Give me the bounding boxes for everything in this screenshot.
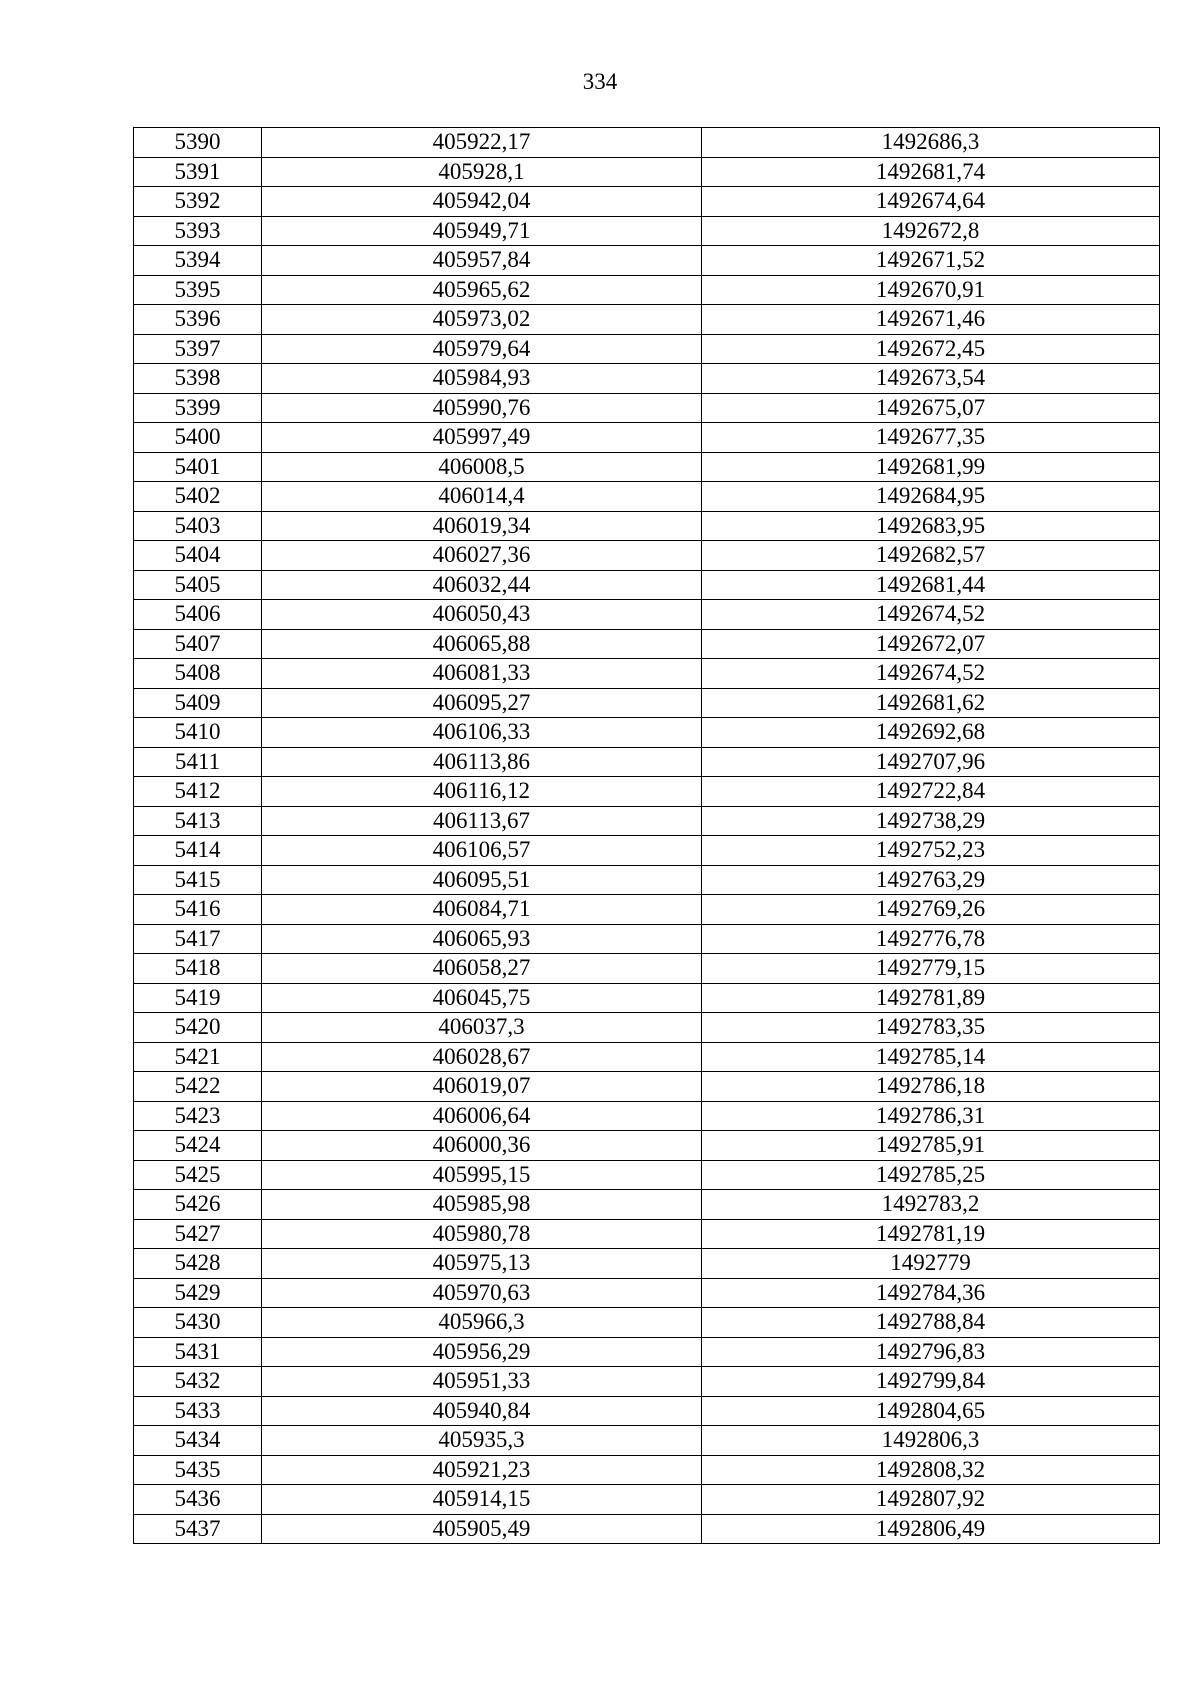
table-row — [134, 1337, 1160, 1367]
point-number-cell: 5402 — [134, 482, 262, 512]
x-coordinate-cell: 406113,86 — [262, 747, 702, 777]
point-number-cell: 5401 — [134, 452, 262, 482]
table-row — [134, 541, 1160, 571]
y-coordinate-cell: 1492785,91 — [702, 1131, 1160, 1161]
y-coordinate-cell: 1492681,62 — [702, 688, 1160, 718]
point-number-cell: 5400 — [134, 423, 262, 453]
point-number-cell: 5404 — [134, 541, 262, 571]
point-number-cell: 5432 — [134, 1367, 262, 1397]
y-coordinate-cell: 1492788,84 — [702, 1308, 1160, 1338]
x-coordinate-cell: 406065,93 — [262, 924, 702, 954]
table-row — [134, 1308, 1160, 1338]
coordinates-table-body — [134, 128, 1160, 1544]
point-number-cell: 5391 — [134, 157, 262, 187]
point-number-cell: 5407 — [134, 629, 262, 659]
y-coordinate-cell: 1492785,14 — [702, 1042, 1160, 1072]
y-coordinate-cell: 1492785,25 — [702, 1160, 1160, 1190]
y-coordinate-cell: 1492677,35 — [702, 423, 1160, 453]
table-row — [134, 1396, 1160, 1426]
point-number-cell: 5415 — [134, 865, 262, 895]
table-row — [134, 1072, 1160, 1102]
table-row — [134, 718, 1160, 748]
point-number-cell: 5431 — [134, 1337, 262, 1367]
table-row — [134, 895, 1160, 925]
point-number-cell: 5420 — [134, 1013, 262, 1043]
x-coordinate-cell: 405940,84 — [262, 1396, 702, 1426]
x-coordinate-cell: 406019,07 — [262, 1072, 702, 1102]
y-coordinate-cell: 1492806,49 — [702, 1514, 1160, 1544]
point-number-cell: 5435 — [134, 1455, 262, 1485]
y-coordinate-cell: 1492738,29 — [702, 806, 1160, 836]
x-coordinate-cell: 405956,29 — [262, 1337, 702, 1367]
x-coordinate-cell: 405921,23 — [262, 1455, 702, 1485]
y-coordinate-cell: 1492674,52 — [702, 659, 1160, 689]
x-coordinate-cell: 406006,64 — [262, 1101, 702, 1131]
table-row — [134, 1013, 1160, 1043]
y-coordinate-cell: 1492808,32 — [702, 1455, 1160, 1485]
y-coordinate-cell: 1492783,2 — [702, 1190, 1160, 1220]
point-number-cell: 5412 — [134, 777, 262, 807]
table-row — [134, 865, 1160, 895]
y-coordinate-cell: 1492673,54 — [702, 364, 1160, 394]
point-number-cell: 5393 — [134, 216, 262, 246]
y-coordinate-cell: 1492682,57 — [702, 541, 1160, 571]
x-coordinate-cell: 405965,62 — [262, 275, 702, 305]
x-coordinate-cell: 405922,17 — [262, 128, 702, 158]
point-number-cell: 5430 — [134, 1308, 262, 1338]
point-number-cell: 5403 — [134, 511, 262, 541]
y-coordinate-cell: 1492683,95 — [702, 511, 1160, 541]
point-number-cell: 5408 — [134, 659, 262, 689]
point-number-cell: 5429 — [134, 1278, 262, 1308]
x-coordinate-cell: 405975,13 — [262, 1249, 702, 1279]
table-row — [134, 305, 1160, 335]
point-number-cell: 5395 — [134, 275, 262, 305]
point-number-cell: 5437 — [134, 1514, 262, 1544]
y-coordinate-cell: 1492692,68 — [702, 718, 1160, 748]
table-row — [134, 393, 1160, 423]
y-coordinate-cell: 1492807,92 — [702, 1485, 1160, 1515]
x-coordinate-cell: 405970,63 — [262, 1278, 702, 1308]
table-row — [134, 1249, 1160, 1279]
point-number-cell: 5397 — [134, 334, 262, 364]
y-coordinate-cell: 1492681,99 — [702, 452, 1160, 482]
table-row — [134, 806, 1160, 836]
y-coordinate-cell: 1492763,29 — [702, 865, 1160, 895]
x-coordinate-cell: 405966,3 — [262, 1308, 702, 1338]
y-coordinate-cell: 1492786,18 — [702, 1072, 1160, 1102]
y-coordinate-cell: 1492769,26 — [702, 895, 1160, 925]
x-coordinate-cell: 405979,64 — [262, 334, 702, 364]
y-coordinate-cell: 1492784,36 — [702, 1278, 1160, 1308]
table-row — [134, 1278, 1160, 1308]
x-coordinate-cell: 406027,36 — [262, 541, 702, 571]
point-number-cell: 5394 — [134, 246, 262, 276]
point-number-cell: 5396 — [134, 305, 262, 335]
point-number-cell: 5434 — [134, 1426, 262, 1456]
x-coordinate-cell: 406095,51 — [262, 865, 702, 895]
x-coordinate-cell: 406032,44 — [262, 570, 702, 600]
x-coordinate-cell: 405984,93 — [262, 364, 702, 394]
y-coordinate-cell: 1492684,95 — [702, 482, 1160, 512]
x-coordinate-cell: 406037,3 — [262, 1013, 702, 1043]
y-coordinate-cell: 1492670,91 — [702, 275, 1160, 305]
table-row — [134, 836, 1160, 866]
table-row — [134, 216, 1160, 246]
table-row — [134, 659, 1160, 689]
point-number-cell: 5410 — [134, 718, 262, 748]
x-coordinate-cell: 406000,36 — [262, 1131, 702, 1161]
table-row — [134, 1485, 1160, 1515]
table-row — [134, 1514, 1160, 1544]
y-coordinate-cell: 1492796,83 — [702, 1337, 1160, 1367]
y-coordinate-cell: 1492671,46 — [702, 305, 1160, 335]
point-number-cell: 5419 — [134, 983, 262, 1013]
y-coordinate-cell: 1492675,07 — [702, 393, 1160, 423]
y-coordinate-cell: 1492776,78 — [702, 924, 1160, 954]
page-number: 334 — [582, 69, 618, 94]
point-number-cell: 5424 — [134, 1131, 262, 1161]
point-number-cell: 5425 — [134, 1160, 262, 1190]
y-coordinate-cell: 1492752,23 — [702, 836, 1160, 866]
x-coordinate-cell: 405951,33 — [262, 1367, 702, 1397]
table-row — [134, 187, 1160, 217]
x-coordinate-cell: 406050,43 — [262, 600, 702, 630]
y-coordinate-cell: 1492671,52 — [702, 246, 1160, 276]
y-coordinate-cell: 1492672,8 — [702, 216, 1160, 246]
x-coordinate-cell: 405995,15 — [262, 1160, 702, 1190]
x-coordinate-cell: 405990,76 — [262, 393, 702, 423]
table-row — [134, 1131, 1160, 1161]
table-row — [134, 1426, 1160, 1456]
point-number-cell: 5406 — [134, 600, 262, 630]
x-coordinate-cell: 405973,02 — [262, 305, 702, 335]
point-number-cell: 5398 — [134, 364, 262, 394]
x-coordinate-cell: 405985,98 — [262, 1190, 702, 1220]
point-number-cell: 5390 — [134, 128, 262, 158]
x-coordinate-cell: 406014,4 — [262, 482, 702, 512]
point-number-cell: 5409 — [134, 688, 262, 718]
y-coordinate-cell: 1492681,44 — [702, 570, 1160, 600]
x-coordinate-cell: 406081,33 — [262, 659, 702, 689]
x-coordinate-cell: 406113,67 — [262, 806, 702, 836]
point-number-cell: 5413 — [134, 806, 262, 836]
coordinates-table — [133, 127, 1160, 1544]
y-coordinate-cell: 1492804,65 — [702, 1396, 1160, 1426]
table-row — [134, 128, 1160, 158]
x-coordinate-cell: 406095,27 — [262, 688, 702, 718]
point-number-cell: 5423 — [134, 1101, 262, 1131]
table-row — [134, 246, 1160, 276]
point-number-cell: 5399 — [134, 393, 262, 423]
table-row — [134, 511, 1160, 541]
x-coordinate-cell: 405914,15 — [262, 1485, 702, 1515]
x-coordinate-cell: 406065,88 — [262, 629, 702, 659]
point-number-cell: 5418 — [134, 954, 262, 984]
point-number-cell: 5436 — [134, 1485, 262, 1515]
x-coordinate-cell: 406116,12 — [262, 777, 702, 807]
table-row — [134, 600, 1160, 630]
x-coordinate-cell: 406008,5 — [262, 452, 702, 482]
table-row — [134, 1190, 1160, 1220]
table-row — [134, 482, 1160, 512]
y-coordinate-cell: 1492722,84 — [702, 777, 1160, 807]
table-row — [134, 157, 1160, 187]
point-number-cell: 5417 — [134, 924, 262, 954]
table-row — [134, 777, 1160, 807]
table-row — [134, 423, 1160, 453]
y-coordinate-cell: 1492674,52 — [702, 600, 1160, 630]
x-coordinate-cell: 405935,3 — [262, 1426, 702, 1456]
y-coordinate-cell: 1492806,3 — [702, 1426, 1160, 1456]
table-row — [134, 1219, 1160, 1249]
point-number-cell: 5405 — [134, 570, 262, 600]
x-coordinate-cell: 405997,49 — [262, 423, 702, 453]
x-coordinate-cell: 405942,04 — [262, 187, 702, 217]
point-number-cell: 5433 — [134, 1396, 262, 1426]
x-coordinate-cell: 405905,49 — [262, 1514, 702, 1544]
y-coordinate-cell: 1492672,07 — [702, 629, 1160, 659]
y-coordinate-cell: 1492707,96 — [702, 747, 1160, 777]
table-row — [134, 1101, 1160, 1131]
x-coordinate-cell: 406058,27 — [262, 954, 702, 984]
table-row — [134, 1455, 1160, 1485]
y-coordinate-cell: 1492781,19 — [702, 1219, 1160, 1249]
table-row — [134, 983, 1160, 1013]
x-coordinate-cell: 406019,34 — [262, 511, 702, 541]
y-coordinate-cell: 1492779 — [702, 1249, 1160, 1279]
table-row — [134, 334, 1160, 364]
x-coordinate-cell: 405957,84 — [262, 246, 702, 276]
point-number-cell: 5426 — [134, 1190, 262, 1220]
y-coordinate-cell: 1492672,45 — [702, 334, 1160, 364]
table-row — [134, 570, 1160, 600]
x-coordinate-cell: 406084,71 — [262, 895, 702, 925]
table-row — [134, 1042, 1160, 1072]
point-number-cell: 5428 — [134, 1249, 262, 1279]
x-coordinate-cell: 406045,75 — [262, 983, 702, 1013]
point-number-cell: 5414 — [134, 836, 262, 866]
x-coordinate-cell: 406028,67 — [262, 1042, 702, 1072]
table-row — [134, 452, 1160, 482]
table-row — [134, 924, 1160, 954]
y-coordinate-cell: 1492781,89 — [702, 983, 1160, 1013]
table-row — [134, 747, 1160, 777]
table-row — [134, 1160, 1160, 1190]
y-coordinate-cell: 1492686,3 — [702, 128, 1160, 158]
point-number-cell: 5427 — [134, 1219, 262, 1249]
table-row — [134, 364, 1160, 394]
table-row — [134, 1367, 1160, 1397]
x-coordinate-cell: 405980,78 — [262, 1219, 702, 1249]
y-coordinate-cell: 1492786,31 — [702, 1101, 1160, 1131]
point-number-cell: 5392 — [134, 187, 262, 217]
table-row — [134, 688, 1160, 718]
y-coordinate-cell: 1492779,15 — [702, 954, 1160, 984]
table-row — [134, 629, 1160, 659]
y-coordinate-cell: 1492799,84 — [702, 1367, 1160, 1397]
x-coordinate-cell: 405928,1 — [262, 157, 702, 187]
x-coordinate-cell: 406106,33 — [262, 718, 702, 748]
point-number-cell: 5411 — [134, 747, 262, 777]
x-coordinate-cell: 405949,71 — [262, 216, 702, 246]
y-coordinate-cell: 1492783,35 — [702, 1013, 1160, 1043]
y-coordinate-cell: 1492681,74 — [702, 157, 1160, 187]
point-number-cell: 5421 — [134, 1042, 262, 1072]
table-row — [134, 954, 1160, 984]
point-number-cell: 5416 — [134, 895, 262, 925]
x-coordinate-cell: 406106,57 — [262, 836, 702, 866]
y-coordinate-cell: 1492674,64 — [702, 187, 1160, 217]
table-row — [134, 275, 1160, 305]
point-number-cell: 5422 — [134, 1072, 262, 1102]
